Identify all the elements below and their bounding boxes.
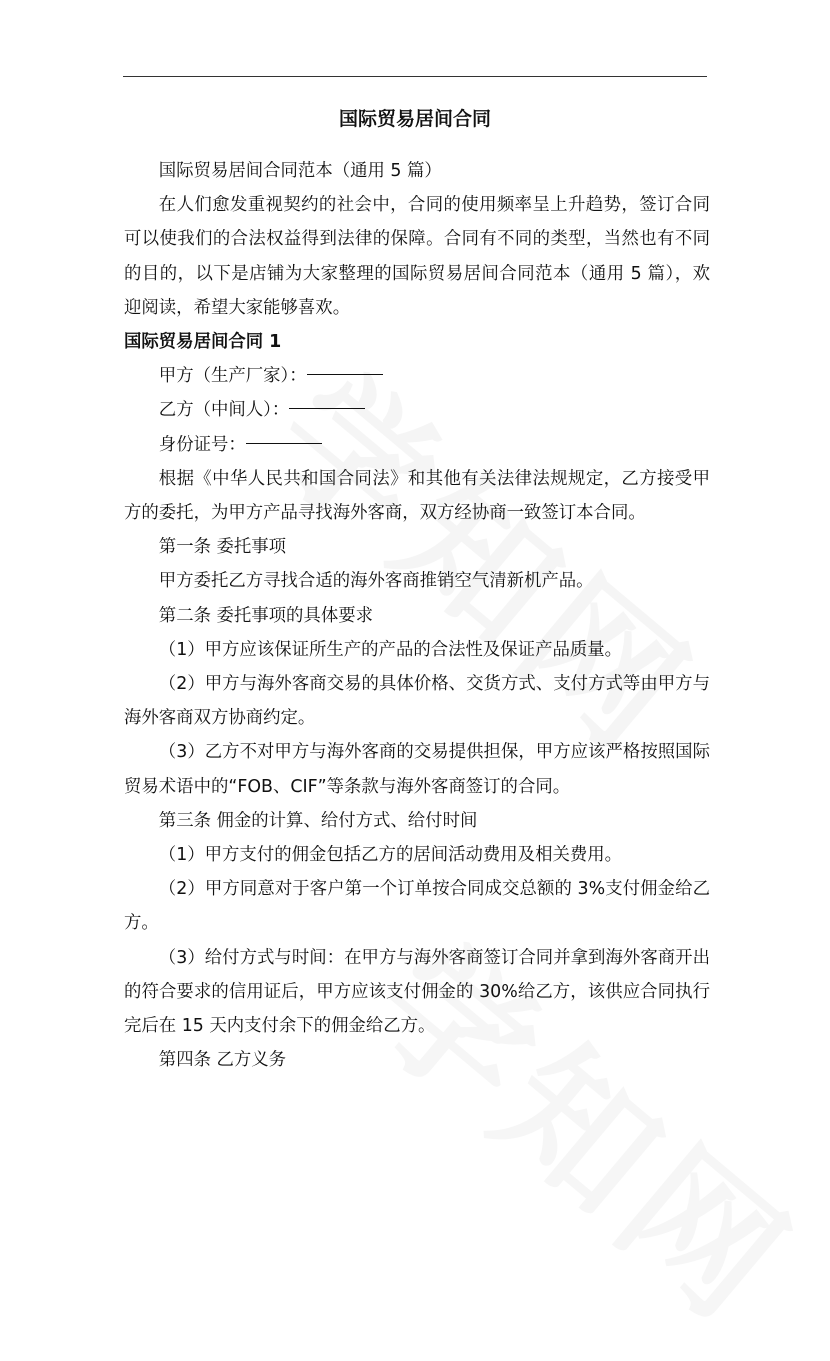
article-4-title: 第四条 乙方义务 xyxy=(158,1050,287,1071)
preamble-paragraph: 根据《中华人民共和国合同法》和其他有关法律法规规定，乙方接受甲方的委托，为甲方产品寻找海外客商，双方经协商一致签订本合同。 xyxy=(124,468,710,524)
section-heading: 国际贸易居间合同 1 xyxy=(124,332,282,353)
article-3-item-3: （3）给付方式与时间：在甲方与海外客商签订合同并拿到海外客商开出的符合要求的信用证后，甲方应该支付佣金的 30%给乙方，该供应合同执行完后在 15 天内支付余下的佣金给乙方。 xyxy=(124,947,710,1037)
article-2-item-1: （1）甲方应该保证所生产的产品的合法性及保证产品质量。 xyxy=(158,639,623,660)
article-2-title: 第二条 委托事项的具体要求 xyxy=(158,605,374,626)
subtitle-paragraph: 国际贸易居间合同范本（通用 5 篇） xyxy=(158,161,442,181)
article-2-item-2: （2）甲方与海外客商交易的具体价格、交货方式、支付方式等由甲方与海外客商双方协商约定。 xyxy=(124,674,710,729)
id-label: 身份证号： xyxy=(158,434,246,455)
document-title: 国际贸易居间合同 xyxy=(338,108,491,130)
article-3-item-2: （2）甲方同意对于客户第一个订单按合同成交总额的 3%支付佣金给乙方。 xyxy=(124,879,710,934)
party-b-blank xyxy=(289,407,365,409)
article-2-item-3: （3）乙方不对甲方与海外客商的交易提供担保，甲方应该严格按照国际贸易术语中的“FOB、CIF”等条款与海外客商签订的合同。 xyxy=(124,742,710,797)
party-a-blank xyxy=(307,373,383,375)
intro-paragraph: 在人们愈发重视契约的社会中，合同的使用频率呈上升趋势，签订合同可以使我们的合法权益得到法律的保障。合同有不同的类型，当然也有不同的目的，以下是店铺为大家整理的国际贸易居间合同范本（通用 5 篇），欢迎阅读，希望大家能够喜欢。 xyxy=(124,195,710,318)
id-line xyxy=(124,428,710,462)
id-blank xyxy=(246,442,322,444)
header-rule xyxy=(123,76,707,77)
article-3-item-1: （1）甲方支付的佣金包括乙方的居间活动费用及相关费用。 xyxy=(158,845,623,866)
party-b-label: 乙方（中间人）： xyxy=(158,400,290,421)
document-body xyxy=(124,154,710,1077)
party-a-line xyxy=(124,359,710,393)
party-a-label: 甲方（生产厂家）： xyxy=(158,366,307,387)
party-b-line xyxy=(124,393,710,427)
article-1-body: 甲方委托乙方寻找合适的海外客商推销空气清新机产品。 xyxy=(158,571,594,592)
article-1-title: 第一条 委托事项 xyxy=(158,537,287,558)
article-3-title: 第三条 佣金的计算、给付方式、给付时间 xyxy=(158,810,478,831)
